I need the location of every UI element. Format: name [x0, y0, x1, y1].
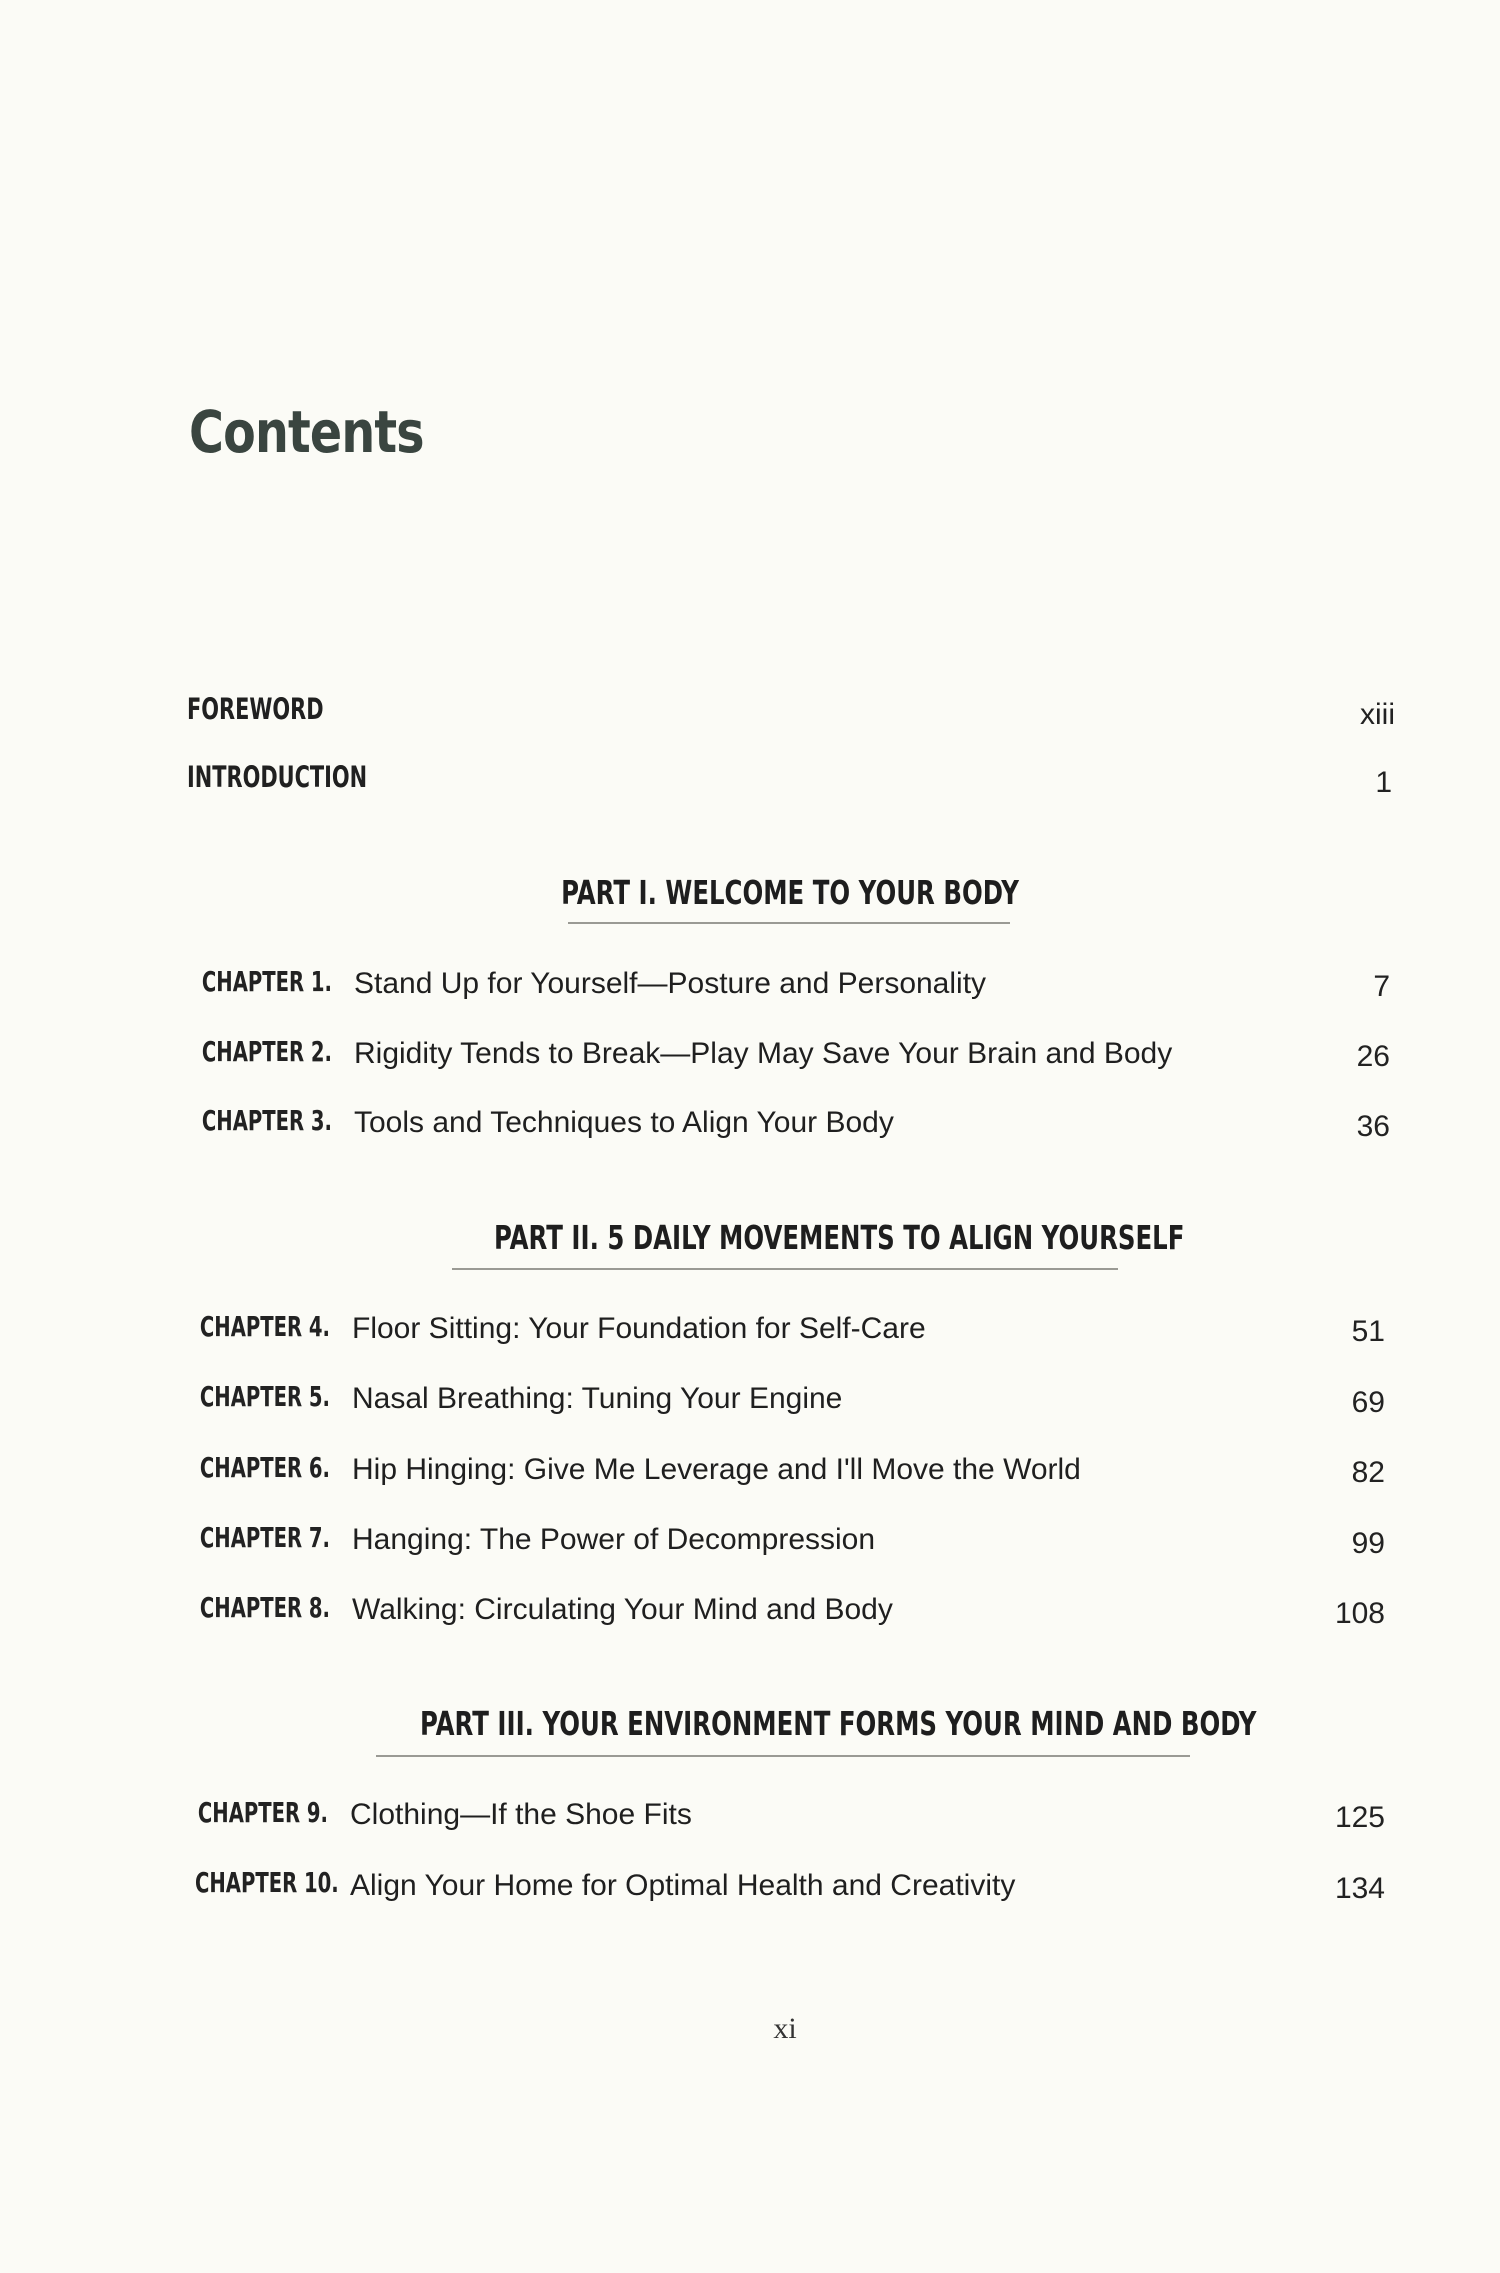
page-number: 36: [1356, 1110, 1390, 1143]
part-underline: [568, 922, 1010, 924]
chapter-label: CHAPTER 3.: [201, 1104, 332, 1137]
page-number: 82: [1351, 1456, 1385, 1489]
chapter-title: Hanging: The Power of Decompression: [352, 1523, 876, 1556]
chapter-label: CHAPTER 1.: [201, 965, 332, 998]
chapter-label: CHAPTER 10.: [195, 1866, 339, 1899]
part-title: PART III. YOUR ENVIRONMENT FORMS YOUR MIND AND BODY: [420, 1704, 1257, 1743]
chapter-title: Stand Up for Yourself—Posture and Personality: [354, 967, 987, 1000]
part-title: PART I. WELCOME TO YOUR BODY: [561, 873, 1019, 912]
chapter-label: CHAPTER 6.: [199, 1451, 330, 1484]
page-number: 1: [1375, 766, 1392, 799]
chapter-title: Hip Hinging: Give Me Leverage and I'll Move the World: [352, 1453, 1081, 1486]
page-number: 134: [1334, 1872, 1385, 1905]
chapter-label: CHAPTER 9.: [197, 1796, 328, 1829]
part-underline: [452, 1268, 1118, 1270]
entry-label: FOREWORD: [187, 692, 324, 726]
part-underline: [376, 1755, 1190, 1757]
page-number: 51: [1351, 1315, 1385, 1348]
chapter-label: CHAPTER 2.: [201, 1035, 332, 1068]
chapter-title: Clothing—If the Shoe Fits: [350, 1798, 692, 1831]
page-number: 99: [1351, 1527, 1385, 1560]
chapter-label: CHAPTER 8.: [199, 1591, 330, 1624]
page-folio: xi: [773, 2012, 797, 2045]
page-number: 7: [1373, 970, 1390, 1003]
part-title: PART II. 5 DAILY MOVEMENTS TO ALIGN YOURSELF: [494, 1218, 1185, 1257]
chapter-label: CHAPTER 5.: [199, 1380, 330, 1413]
entry-label: INTRODUCTION: [187, 760, 368, 794]
page-number: 69: [1351, 1386, 1385, 1419]
chapter-title: Nasal Breathing: Tuning Your Engine: [352, 1382, 843, 1415]
page-title: Contents: [189, 398, 424, 466]
chapter-title: Walking: Circulating Your Mind and Body: [352, 1593, 893, 1626]
chapter-title: Align Your Home for Optimal Health and Creativity: [350, 1869, 1016, 1902]
page-number: 125: [1334, 1801, 1385, 1834]
page-number: 26: [1356, 1040, 1390, 1073]
chapter-title: Rigidity Tends to Break—Play May Save Your Brain and Body: [354, 1037, 1173, 1070]
chapter-title: Floor Sitting: Your Foundation for Self-Care: [352, 1312, 926, 1345]
chapter-label: CHAPTER 4.: [199, 1310, 330, 1343]
chapter-label: CHAPTER 7.: [199, 1521, 330, 1554]
chapter-title: Tools and Techniques to Align Your Body: [354, 1106, 894, 1139]
page-number: xiii: [1360, 698, 1395, 731]
page-number: 108: [1334, 1597, 1385, 1630]
